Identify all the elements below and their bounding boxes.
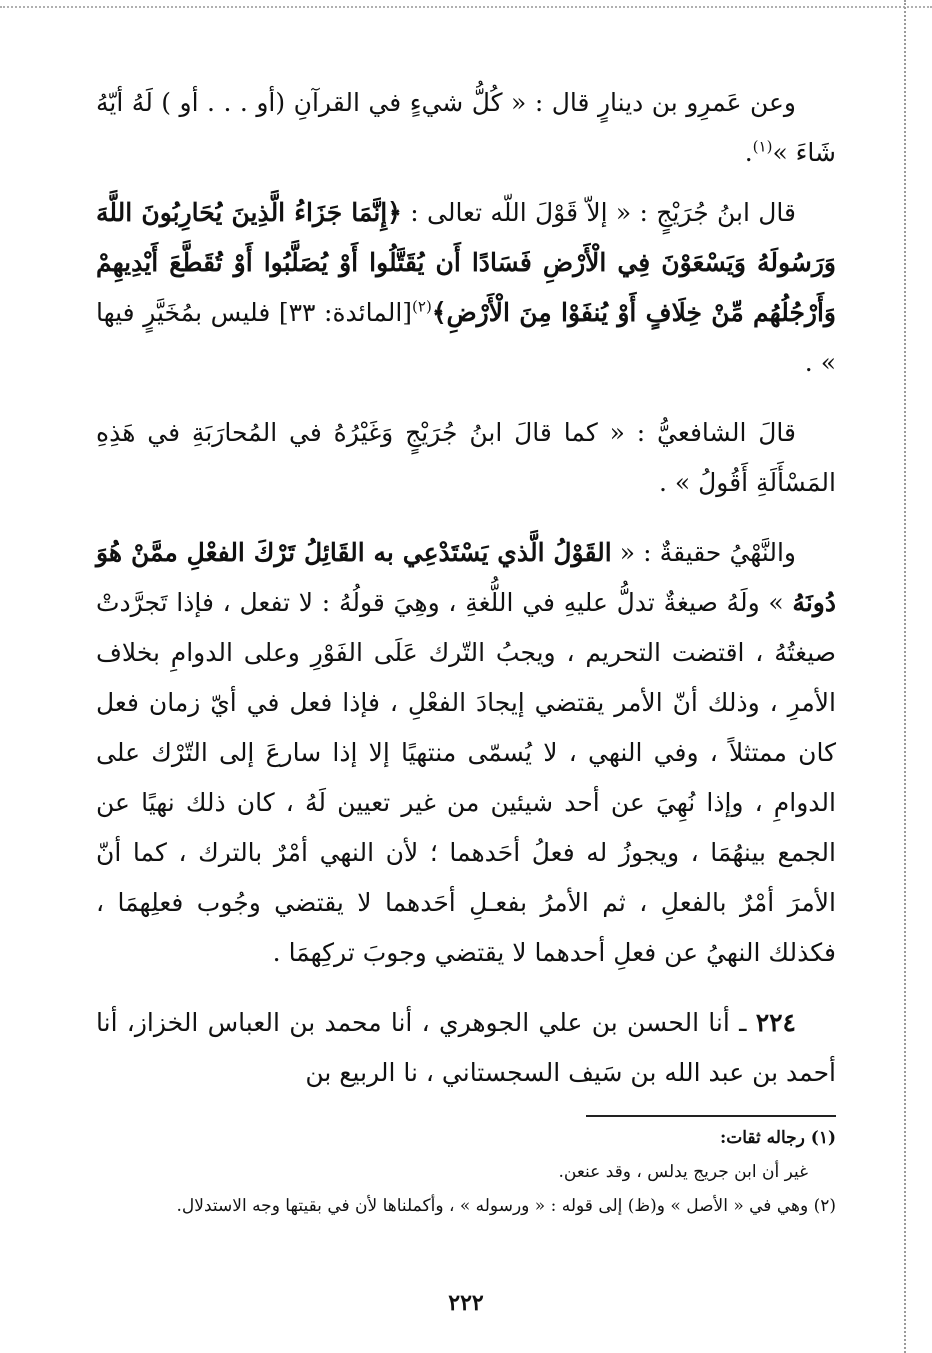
definition-text: القَوْلُ الَّذي يَسْتَدْعِي به القَائِلُ تَرْكَ الفعْلِ ممَّنْ هُوَ دُونَهُ	[96, 538, 836, 617]
paragraph-narration-224	[96, 998, 836, 1098]
scan-edge-top	[0, 6, 932, 8]
footnote-ref-2: (٢)	[412, 297, 432, 316]
narration-number: ٢٢٤	[755, 1008, 796, 1037]
paragraph-tail: [المائدة: ٣٣] فليس بمُخَيَّرٍ فيها » .	[96, 298, 836, 377]
paragraph-shafii	[96, 408, 836, 508]
main-text	[96, 78, 836, 1118]
page-number: ٢٢٢	[448, 1290, 484, 1316]
paragraph-text: قالَ الشافعيُّ : « كما قالَ ابنُ جُرَيْجٍ وَغَيْرُهُ في المُحارَبَةِ في هَذِهِ المَسْأَلَةِ أَقُولُ » .	[96, 418, 836, 497]
footnotes	[96, 1124, 836, 1226]
scan-edge-right	[904, 0, 906, 1353]
paragraph-amr-ibn-dinar: وعن عَمرِو بن دينارٍ قال : « كُلُّ شيءٍ في القرآنِ (أو . . . أو ) لَهُ أيّهُ شَاءَ »$^{(١)}$.	[96, 88, 836, 167]
footnote-ref-1: (١)	[752, 137, 773, 156]
quran-verse: ﴿إِنَّمَا جَزَاءُ الَّذِينَ يُحَارِبُونَ اللَّهَ وَرَسُولَهُ وَيَسْعَوْنَ فِي الْأَرْضِ فَسَادًا أَن يُقَتَّلُوا أَوْ يُصَلَّبُوا أَوْ تُقَطَّعَ أَيْدِيهِمْ وَأَرْجُلُهُم مِّنْ خِلَافٍ أَوْ يُنفَوْا مِنَ الْأَرْضِ﴾	[96, 198, 837, 327]
paragraph-text: وعن عَمرِو بن دينارٍ قال : « كُلُّ شيءٍ في القرآنِ (أو . . . أو ) لَهُ أيّهُ شَاءَ »	[96, 88, 836, 167]
footnote-divider	[586, 1115, 836, 1117]
paragraph-text: » ولَهُ صيغةٌ تدلُّ عليهِ في اللُّغةِ ، وهِيَ قولُهُ : لا تفعل ، فإذا تَجرَّدتْ صيغتُهُ ، اقتضت التحريم ، ويجبُ التّرك عَلَى الفَوْرِ وعلى الدوامِ بخلاف الأمرِ ، وذلك أنّ الأمر يقتضي إيجادَ الفعْلِ ، فإذا فعل في أيّ زمان فعل كان ممتثلاً ، وفي النهي ، لا يُسمّى منتهيًا إلا إذا سارعَ إلى التّرْك على الدوامِ ، وإذا نُهِيَ عن أحد شيئين من غير تعيين لَهُ ، كان ذلك نهيًا عن الجمع بينهُمَا ، ويجوزُ له فعلُ أحَدهما ؛ لأن النهي أمْرٌ بالترك ، كما أنّ الأمرَ أمْرٌ بالفعلِ ، ثم الأمرُ بفعـلِ أحَدهما لا يقتضي وجُوب فعلِهمَا ، فكذلك النهيُ عن فعلِ أحدهما لا يقتضي وجوبَ تركِهمَا .	[96, 588, 836, 967]
paragraph-intro: قال ابنُ جُرَيْجٍ : « إلاّ قَوْلَ اللّه تعالى :	[401, 198, 796, 227]
paragraph-ibn-jurayj	[96, 188, 836, 388]
footnote-2: (٢) وهي في « الأصل » و(ظ) إلى قوله : « ورسوله » ، وأكملناها لأن في بقيتها وجه الاستدلال.	[176, 1196, 836, 1216]
paragraph-intro: والنَّهْيُ حقيقةٌ : «	[611, 538, 796, 567]
footnote-1-body: غير أن ابن جريج يدلس ، وقد عنعن.	[558, 1162, 808, 1182]
paragraph-nahy-definition	[96, 528, 836, 978]
footnote-1-title: (١) رجاله ثقات:	[719, 1128, 836, 1148]
paragraph-text: ـ أنا الحسن بن علي الجوهري ، أنا محمد بن العباس الخزاز، أنا أحمد بن عبد الله بن سَيف السجستاني ، نا الربيع بن	[96, 1008, 836, 1087]
